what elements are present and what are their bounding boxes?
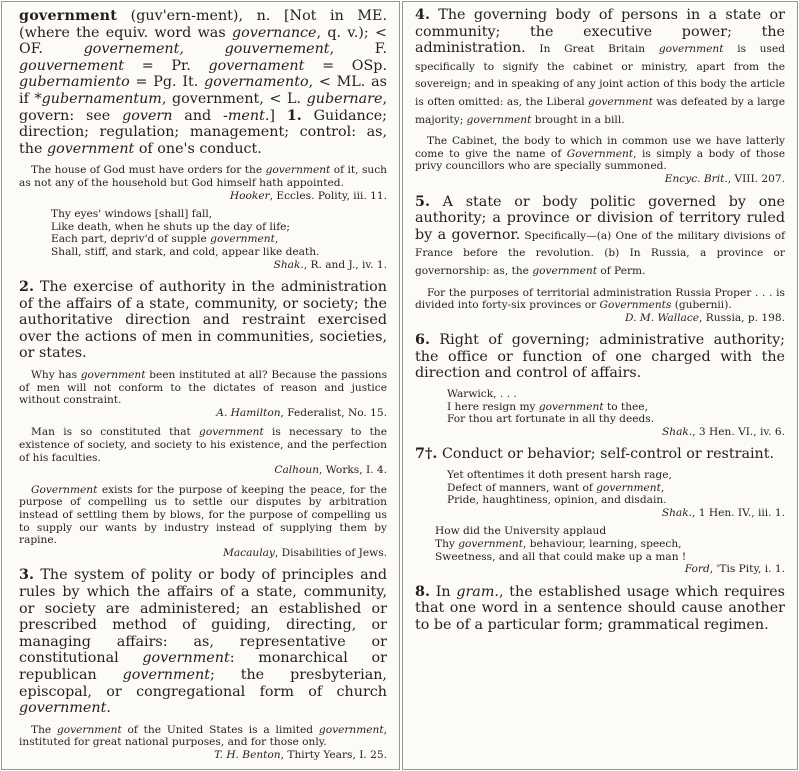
citation-source: D. M. Wallace, Russia, p. 198. (625, 311, 785, 324)
citation-source: Calhoun, Works, I. 4. (274, 464, 387, 477)
right-column (402, 1, 798, 770)
verse-quote-shak-henvi: Warwick, . . . I here resign my government to thee, For thou art fortunate in all thy deeds. (447, 388, 655, 426)
citation-source: A. Hamilton, Federalist, No. 15. (216, 406, 387, 419)
citation-source: Macaulay, Disabilities of Jews. (222, 546, 387, 559)
citation-macaulay: Government exists for the purpose of keeping the peace, for the purpose of compelling us to settle our disputes by arbitration instead of settling them by blows, for the purpose of compelling us to supply our wants by industry instead of supplying them by rapine. (19, 483, 387, 547)
citation-source: Shak., 1 Hen. IV., iii. 1. (661, 506, 785, 519)
verse-quote-shak-rj: Thy eyes' windows [shall] fall, Like death, when he shuts up the day of life; Each part, depriv'd of supple government, Shall, stiff, and stark, and cold, appear like death. (51, 208, 320, 258)
entry-sense-2: 2. The exercise of authority in the administration of the affairs of a state, community, or society; the authoritative direction and restraint exercised over the actions of men in communities, societies, or states. (19, 279, 387, 362)
entry-sense-1: government (guv'ern-ment), n. [Not in ME. (where the equiv. word was governance, q. v.); < OF. governement, gouvernement, F. gouvernement = Pr. governament = OSp. gubernamiento = Pg. It. governamento, < ML. as if *gubernamentum, government, < L. gubernare, govern: see govern and -ment.] 1. Guidance; direction; regulation; management; control: as, the government of one's conduct. (19, 8, 387, 157)
entry-sense-3: 3. The system of polity or body of principles and rules by which the affairs of a state, community, or society are administered; an established or prescribed method of guiding, directing, or managing affairs: as, representative or constitutional government: monarchical or republican government; the presbyterian, episcopal, or congregational form of church government. (19, 567, 387, 717)
entry-sense-8: 8. In gram., the established usage which requires that one word in a sentence should cause another to be of a particular form; grammatical regimen. (415, 583, 785, 633)
citation-source: Hooker, Eccles. Polity, iii. 11. (229, 189, 387, 202)
verse-quote-ford: How did the University applaud Thy government, behaviour, learning, speech, Sweetness, and all that could make up a man ! (435, 525, 687, 563)
citation-benton: The government of the United States is a limited government, instituted for great national purposes, and for those only. (19, 723, 387, 749)
citation-hooker: The house of God must have orders for the government of it, such as not any of the household but God himself hath appointed. (19, 164, 387, 189)
entry-sense-4: 4. The governing body of persons in a state or community; the executive power; the administration. In Great Britain government is used specifically to signify the cabinet or ministry, apart from the sovereign; and in speaking of any joint action of this body the article is often omitted: as, the Liberal government was defeated by a large majority; government brought in a bill. (415, 7, 785, 126)
entry-sense-7: 7†. Conduct or behavior; self-control or restraint. (415, 446, 775, 463)
citation-hamilton: Why has government been instituted at all? Because the passions of men will not conform to the dictates of reason and justice without constraint. (19, 369, 387, 407)
headword: government (19, 8, 118, 24)
citation-source: Shak., R. and J., iv. 1. (273, 258, 387, 271)
citation-source: Shak., 3 Hen. VI., iv. 6. (662, 425, 785, 438)
left-column (1, 1, 400, 770)
sense-number: 1. (286, 107, 302, 124)
citation-calhoun: Man is so constituted that government is necessary to the existence of society, and society to his existence, and the perfection of his faculties. (19, 426, 387, 464)
citation-source: T. H. Benton, Thirty Years, I. 25. (214, 748, 387, 761)
citation-encyc-brit: The Cabinet, the body to which in common use we have latterly come to give the name of Government, is simply a body of those privy councillors who are specially summoned. (415, 135, 785, 173)
citation-wallace: For the purposes of territorial administration Russia Proper . . . is divided into forty-six provinces or Governments (gubernii). (415, 286, 785, 312)
entry-sense-5: 5. A state or body politic governed by one authority; a province or division of territory ruled by a governor. Specifically—(a) One of the military divisions of France before the revolution. (b) In Russia, a province or governorship: as, the government of Perm. (415, 193, 786, 277)
entry-sense-6: 6. Right of governing; administrative authority; the office or function of one charged with the direction and control of affairs. (415, 332, 785, 382)
citation-source: Encyc. Brit., VIII. 207. (664, 172, 785, 185)
verse-quote-shak-heniv: Yet oftentimes it doth present harsh rage, Defect of manners, want of government, Pride, haughtiness, opinion, and disdain. (447, 469, 672, 507)
citation-source: Ford, 'Tis Pity, i. 1. (684, 563, 785, 576)
